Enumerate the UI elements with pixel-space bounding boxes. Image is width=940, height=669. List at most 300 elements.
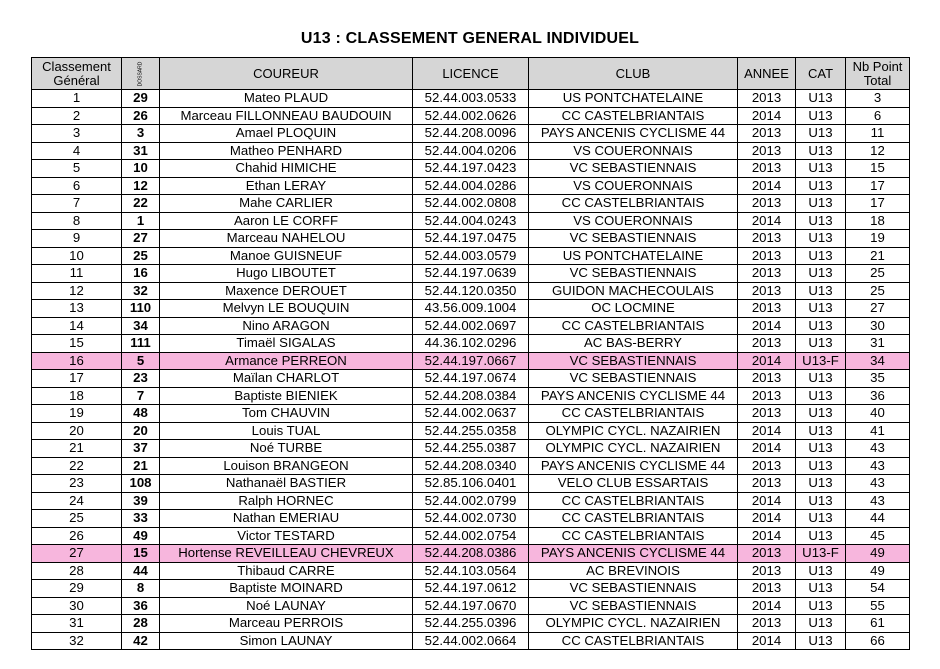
- cell-year: 2013: [738, 160, 796, 178]
- cell-cat: U13: [796, 90, 846, 108]
- cell-rank: 31: [32, 615, 122, 633]
- table-row: [32, 160, 910, 178]
- cell-club: AC BAS-BERRY: [529, 335, 738, 353]
- cell-cat: U13: [796, 177, 846, 195]
- cell-rank: 18: [32, 387, 122, 405]
- cell-club: CC CASTELBRIANTAIS: [529, 317, 738, 335]
- cell-dossard: 42: [122, 632, 160, 650]
- cell-club: PAYS ANCENIS CYCLISME 44: [529, 387, 738, 405]
- table-row: [32, 125, 910, 143]
- table-row: [32, 510, 910, 528]
- cell-dossard: 110: [122, 300, 160, 318]
- cell-year: 2013: [738, 370, 796, 388]
- cell-licence: 52.44.002.0626: [413, 107, 529, 125]
- cell-cat: U13: [796, 527, 846, 545]
- cell-dossard: 108: [122, 475, 160, 493]
- cell-club: VS COUERONNAIS: [529, 142, 738, 160]
- cell-rank: 10: [32, 247, 122, 265]
- cell-rank: 30: [32, 597, 122, 615]
- cell-dossard: 22: [122, 195, 160, 213]
- cell-year: 2014: [738, 177, 796, 195]
- cell-year: 2013: [738, 562, 796, 580]
- cell-club: CC CASTELBRIANTAIS: [529, 632, 738, 650]
- cell-dossard: 16: [122, 265, 160, 283]
- cell-cat: U13: [796, 160, 846, 178]
- cell-cat: U13-F: [796, 545, 846, 563]
- table-header-row: [32, 58, 910, 90]
- cell-cat: U13: [796, 317, 846, 335]
- cell-rank: 32: [32, 632, 122, 650]
- table-row: [32, 107, 910, 125]
- table-row: [32, 562, 910, 580]
- cell-cat: U13-F: [796, 352, 846, 370]
- cell-club: AC BREVINOIS: [529, 562, 738, 580]
- page-title: U13 : CLASSEMENT GENERAL INDIVIDUEL: [300, 30, 640, 47]
- cell-dossard: 21: [122, 457, 160, 475]
- cell-year: 2014: [738, 107, 796, 125]
- header-points-line1: Nb Point: [852, 58, 903, 74]
- table-row: [32, 247, 910, 265]
- cell-dossard: 20: [122, 422, 160, 440]
- cell-cat: U13: [796, 597, 846, 615]
- cell-cat: U13: [796, 195, 846, 213]
- cell-cat: U13: [796, 300, 846, 318]
- cell-year: 2013: [738, 405, 796, 423]
- cell-club: PAYS ANCENIS CYCLISME 44: [529, 545, 738, 563]
- cell-points: 36: [846, 387, 910, 405]
- table-row: [32, 212, 910, 230]
- cell-club: VC SEBASTIENNAIS: [529, 265, 738, 283]
- cell-points: 66: [846, 632, 910, 650]
- table-row: [32, 317, 910, 335]
- cell-points: 49: [846, 545, 910, 563]
- cell-rank: 4: [32, 142, 122, 160]
- cell-licence: 52.44.004.0206: [413, 142, 529, 160]
- cell-dossard: 23: [122, 370, 160, 388]
- cell-points: 3: [846, 90, 910, 108]
- cell-rank: 9: [32, 230, 122, 248]
- cell-rank: 12: [32, 282, 122, 300]
- cell-cat: U13: [796, 230, 846, 248]
- table-row: [32, 405, 910, 423]
- ranking-table: [31, 57, 910, 650]
- cell-rank: 15: [32, 335, 122, 353]
- cell-licence: 43.56.009.1004: [413, 300, 529, 318]
- cell-dossard: 33: [122, 510, 160, 528]
- cell-dossard: 44: [122, 562, 160, 580]
- header-rank-line1: Classement: [42, 58, 111, 74]
- cell-licence: 52.44.255.0387: [413, 440, 529, 458]
- cell-rider: Maïlan CHARLOT: [160, 370, 413, 388]
- cell-year: 2013: [738, 142, 796, 160]
- table-row: [32, 282, 910, 300]
- cell-year: 2014: [738, 352, 796, 370]
- cell-points: 19: [846, 230, 910, 248]
- cell-club: CC CASTELBRIANTAIS: [529, 405, 738, 423]
- table-row: [32, 475, 910, 493]
- cell-rider: Louison BRANGEON: [160, 457, 413, 475]
- header-club: CLUB: [529, 58, 738, 90]
- cell-rider: Hugo LIBOUTET: [160, 265, 413, 283]
- cell-dossard: 39: [122, 492, 160, 510]
- cell-points: 41: [846, 422, 910, 440]
- cell-dossard: 5: [122, 352, 160, 370]
- cell-dossard: 26: [122, 107, 160, 125]
- cell-club: CC CASTELBRIANTAIS: [529, 492, 738, 510]
- cell-cat: U13: [796, 247, 846, 265]
- cell-year: 2013: [738, 265, 796, 283]
- cell-licence: 52.44.208.0096: [413, 125, 529, 143]
- cell-club: CC CASTELBRIANTAIS: [529, 510, 738, 528]
- cell-rank: 20: [32, 422, 122, 440]
- table-row: [32, 335, 910, 353]
- cell-rider: Marceau FILLONNEAU BAUDOUIN: [160, 107, 413, 125]
- cell-rider: Baptiste BIENIEK: [160, 387, 413, 405]
- cell-rank: 6: [32, 177, 122, 195]
- cell-dossard: 37: [122, 440, 160, 458]
- cell-club: US PONTCHATELAINE: [529, 247, 738, 265]
- cell-cat: U13: [796, 440, 846, 458]
- cell-year: 2014: [738, 422, 796, 440]
- cell-points: 11: [846, 125, 910, 143]
- cell-cat: U13: [796, 142, 846, 160]
- cell-cat: U13: [796, 107, 846, 125]
- cell-dossard: 10: [122, 160, 160, 178]
- cell-rank: 13: [32, 300, 122, 318]
- cell-dossard: 25: [122, 247, 160, 265]
- table-row: [32, 352, 910, 370]
- cell-licence: 52.44.002.0697: [413, 317, 529, 335]
- cell-cat: U13: [796, 510, 846, 528]
- cell-licence: 52.44.002.0664: [413, 632, 529, 650]
- cell-points: 12: [846, 142, 910, 160]
- table-row: [32, 492, 910, 510]
- cell-licence: 52.44.197.0639: [413, 265, 529, 283]
- cell-rider: Marceau NAHELOU: [160, 230, 413, 248]
- cell-points: 43: [846, 457, 910, 475]
- cell-licence: 52.44.003.0579: [413, 247, 529, 265]
- cell-rider: Baptiste MOINARD: [160, 580, 413, 598]
- cell-licence: 52.44.004.0286: [413, 177, 529, 195]
- cell-dossard: 27: [122, 230, 160, 248]
- cell-rank: 8: [32, 212, 122, 230]
- cell-dossard: 36: [122, 597, 160, 615]
- cell-dossard: 3: [122, 125, 160, 143]
- cell-points: 6: [846, 107, 910, 125]
- cell-rider: Timaël SIGALAS: [160, 335, 413, 353]
- cell-licence: 44.36.102.0296: [413, 335, 529, 353]
- cell-licence: 52.44.255.0396: [413, 615, 529, 633]
- cell-licence: 52.44.002.0799: [413, 492, 529, 510]
- cell-points: 43: [846, 475, 910, 493]
- cell-club: PAYS ANCENIS CYCLISME 44: [529, 457, 738, 475]
- cell-rider: Ralph HORNEC: [160, 492, 413, 510]
- table-row: [32, 422, 910, 440]
- cell-licence: 52.44.208.0384: [413, 387, 529, 405]
- cell-rider: Aaron LE CORFF: [160, 212, 413, 230]
- table-row: [32, 230, 910, 248]
- cell-cat: U13: [796, 422, 846, 440]
- cell-licence: 52.44.197.0670: [413, 597, 529, 615]
- cell-club: VC SEBASTIENNAIS: [529, 580, 738, 598]
- cell-club: VC SEBASTIENNAIS: [529, 352, 738, 370]
- table-row: [32, 177, 910, 195]
- cell-cat: U13: [796, 387, 846, 405]
- cell-cat: U13: [796, 370, 846, 388]
- cell-rank: 3: [32, 125, 122, 143]
- table-row: [32, 615, 910, 633]
- cell-rider: Matheo PENHARD: [160, 142, 413, 160]
- cell-dossard: 15: [122, 545, 160, 563]
- table-row: [32, 527, 910, 545]
- header-points: [846, 58, 910, 90]
- cell-licence: 52.44.255.0358: [413, 422, 529, 440]
- table-body: [32, 90, 910, 650]
- cell-points: 27: [846, 300, 910, 318]
- cell-dossard: 32: [122, 282, 160, 300]
- cell-points: 44: [846, 510, 910, 528]
- cell-year: 2013: [738, 125, 796, 143]
- cell-cat: U13: [796, 282, 846, 300]
- cell-licence: 52.44.003.0533: [413, 90, 529, 108]
- cell-year: 2014: [738, 597, 796, 615]
- cell-club: OLYMPIC CYCL. NAZAIRIEN: [529, 440, 738, 458]
- cell-year: 2014: [738, 440, 796, 458]
- cell-cat: U13: [796, 405, 846, 423]
- table-row: [32, 90, 910, 108]
- header-year: ANNEE: [738, 58, 796, 90]
- cell-rider: Mateo PLAUD: [160, 90, 413, 108]
- cell-year: 2013: [738, 195, 796, 213]
- cell-year: 2013: [738, 90, 796, 108]
- cell-cat: U13: [796, 212, 846, 230]
- cell-dossard: 31: [122, 142, 160, 160]
- cell-club: VS COUERONNAIS: [529, 177, 738, 195]
- table-row: [32, 195, 910, 213]
- cell-cat: U13: [796, 457, 846, 475]
- cell-club: CC CASTELBRIANTAIS: [529, 527, 738, 545]
- cell-points: 35: [846, 370, 910, 388]
- cell-rank: 17: [32, 370, 122, 388]
- cell-licence: 52.44.197.0612: [413, 580, 529, 598]
- cell-year: 2013: [738, 230, 796, 248]
- cell-points: 31: [846, 335, 910, 353]
- cell-cat: U13: [796, 492, 846, 510]
- cell-rider: Manoe GUISNEUF: [160, 247, 413, 265]
- cell-dossard: 1: [122, 212, 160, 230]
- cell-club: CC CASTELBRIANTAIS: [529, 195, 738, 213]
- header-rank-line2: Général: [53, 72, 100, 88]
- cell-cat: U13: [796, 125, 846, 143]
- cell-year: 2013: [738, 475, 796, 493]
- cell-rank: 28: [32, 562, 122, 580]
- cell-year: 2013: [738, 545, 796, 563]
- header-dossard: DOSSARD: [122, 58, 160, 90]
- cell-cat: U13: [796, 475, 846, 493]
- cell-licence: 52.44.197.0667: [413, 352, 529, 370]
- cell-year: 2013: [738, 457, 796, 475]
- cell-rank: 29: [32, 580, 122, 598]
- cell-club: OC LOCMINE: [529, 300, 738, 318]
- cell-rider: Noé LAUNAY: [160, 597, 413, 615]
- cell-cat: U13: [796, 632, 846, 650]
- cell-rank: 1: [32, 90, 122, 108]
- table-row: [32, 265, 910, 283]
- cell-rank: 14: [32, 317, 122, 335]
- cell-rider: Melvyn LE BOUQUIN: [160, 300, 413, 318]
- cell-rank: 21: [32, 440, 122, 458]
- cell-licence: 52.44.197.0423: [413, 160, 529, 178]
- cell-dossard: 8: [122, 580, 160, 598]
- cell-year: 2014: [738, 317, 796, 335]
- cell-club: VS COUERONNAIS: [529, 212, 738, 230]
- cell-points: 34: [846, 352, 910, 370]
- cell-licence: 52.44.002.0808: [413, 195, 529, 213]
- cell-dossard: 48: [122, 405, 160, 423]
- header-points-line2: Total: [863, 72, 892, 88]
- cell-cat: U13: [796, 335, 846, 353]
- cell-rider: Marceau PERROIS: [160, 615, 413, 633]
- cell-club: OLYMPIC CYCL. NAZAIRIEN: [529, 422, 738, 440]
- cell-points: 25: [846, 265, 910, 283]
- header-rider: COUREUR: [160, 58, 413, 90]
- cell-points: 17: [846, 177, 910, 195]
- cell-licence: 52.85.106.0401: [413, 475, 529, 493]
- cell-licence: 52.44.197.0674: [413, 370, 529, 388]
- table-row: [32, 580, 910, 598]
- cell-rider: Nathanaël BASTIER: [160, 475, 413, 493]
- cell-year: 2013: [738, 247, 796, 265]
- cell-dossard: 34: [122, 317, 160, 335]
- cell-rider: Victor TESTARD: [160, 527, 413, 545]
- cell-licence: 52.44.004.0243: [413, 212, 529, 230]
- table-row: [32, 440, 910, 458]
- cell-club: PAYS ANCENIS CYCLISME 44: [529, 125, 738, 143]
- cell-cat: U13: [796, 265, 846, 283]
- cell-points: 21: [846, 247, 910, 265]
- cell-rank: 5: [32, 160, 122, 178]
- cell-rider: Simon LAUNAY: [160, 632, 413, 650]
- cell-rider: Ethan LERAY: [160, 177, 413, 195]
- table-row: [32, 300, 910, 318]
- cell-rank: 23: [32, 475, 122, 493]
- cell-rank: 27: [32, 545, 122, 563]
- cell-rank: 7: [32, 195, 122, 213]
- cell-cat: U13: [796, 580, 846, 598]
- cell-points: 55: [846, 597, 910, 615]
- cell-rider: Maxence DEROUET: [160, 282, 413, 300]
- header-cat: CAT: [796, 58, 846, 90]
- cell-dossard: 28: [122, 615, 160, 633]
- cell-licence: 52.44.197.0475: [413, 230, 529, 248]
- cell-rank: 16: [32, 352, 122, 370]
- cell-rider: Amael PLOQUIN: [160, 125, 413, 143]
- cell-year: 2013: [738, 615, 796, 633]
- table-row: [32, 370, 910, 388]
- cell-licence: 52.44.002.0754: [413, 527, 529, 545]
- cell-licence: 52.44.103.0564: [413, 562, 529, 580]
- table-row: [32, 142, 910, 160]
- cell-year: 2013: [738, 387, 796, 405]
- cell-rank: 22: [32, 457, 122, 475]
- cell-rank: 25: [32, 510, 122, 528]
- cell-club: VC SEBASTIENNAIS: [529, 597, 738, 615]
- cell-year: 2013: [738, 300, 796, 318]
- cell-dossard: 111: [122, 335, 160, 353]
- cell-rider: Armance PERREON: [160, 352, 413, 370]
- cell-rank: 26: [32, 527, 122, 545]
- cell-points: 30: [846, 317, 910, 335]
- cell-rider: Tom CHAUVIN: [160, 405, 413, 423]
- table-row: [32, 597, 910, 615]
- cell-points: 15: [846, 160, 910, 178]
- cell-points: 61: [846, 615, 910, 633]
- cell-year: 2014: [738, 212, 796, 230]
- table-row: [32, 545, 910, 563]
- cell-dossard: 29: [122, 90, 160, 108]
- cell-rank: 19: [32, 405, 122, 423]
- cell-rank: 11: [32, 265, 122, 283]
- cell-rank: 24: [32, 492, 122, 510]
- cell-rank: 2: [32, 107, 122, 125]
- cell-licence: 52.44.208.0340: [413, 457, 529, 475]
- cell-points: 17: [846, 195, 910, 213]
- cell-club: VC SEBASTIENNAIS: [529, 230, 738, 248]
- table-row: [32, 387, 910, 405]
- cell-points: 43: [846, 440, 910, 458]
- cell-points: 54: [846, 580, 910, 598]
- cell-points: 40: [846, 405, 910, 423]
- cell-club: GUIDON MACHECOULAIS: [529, 282, 738, 300]
- cell-dossard: 12: [122, 177, 160, 195]
- cell-rider: Nathan EMERIAU: [160, 510, 413, 528]
- table-row: [32, 632, 910, 650]
- cell-licence: 52.44.002.0730: [413, 510, 529, 528]
- cell-year: 2013: [738, 335, 796, 353]
- cell-points: 49: [846, 562, 910, 580]
- cell-rider: Noé TURBE: [160, 440, 413, 458]
- cell-dossard: 7: [122, 387, 160, 405]
- cell-club: US PONTCHATELAINE: [529, 90, 738, 108]
- table-row: [32, 457, 910, 475]
- cell-rider: Louis TUAL: [160, 422, 413, 440]
- cell-points: 25: [846, 282, 910, 300]
- cell-year: 2014: [738, 527, 796, 545]
- cell-club: VC SEBASTIENNAIS: [529, 160, 738, 178]
- cell-club: CC CASTELBRIANTAIS: [529, 107, 738, 125]
- cell-licence: 52.44.120.0350: [413, 282, 529, 300]
- cell-club: OLYMPIC CYCL. NAZAIRIEN: [529, 615, 738, 633]
- cell-rider: Chahid HIMICHE: [160, 160, 413, 178]
- cell-cat: U13: [796, 562, 846, 580]
- cell-club: VELO CLUB ESSARTAIS: [529, 475, 738, 493]
- cell-points: 43: [846, 492, 910, 510]
- header-licence: LICENCE: [413, 58, 529, 90]
- cell-year: 2013: [738, 282, 796, 300]
- cell-club: VC SEBASTIENNAIS: [529, 370, 738, 388]
- cell-points: 45: [846, 527, 910, 545]
- cell-year: 2014: [738, 510, 796, 528]
- cell-year: 2013: [738, 580, 796, 598]
- cell-rider: Mahe CARLIER: [160, 195, 413, 213]
- header-rank: [32, 58, 122, 90]
- cell-rider: Hortense REVEILLEAU CHEVREUX: [160, 545, 413, 563]
- cell-licence: 52.44.002.0637: [413, 405, 529, 423]
- cell-rider: Nino ARAGON: [160, 317, 413, 335]
- cell-year: 2014: [738, 632, 796, 650]
- cell-dossard: 49: [122, 527, 160, 545]
- cell-points: 18: [846, 212, 910, 230]
